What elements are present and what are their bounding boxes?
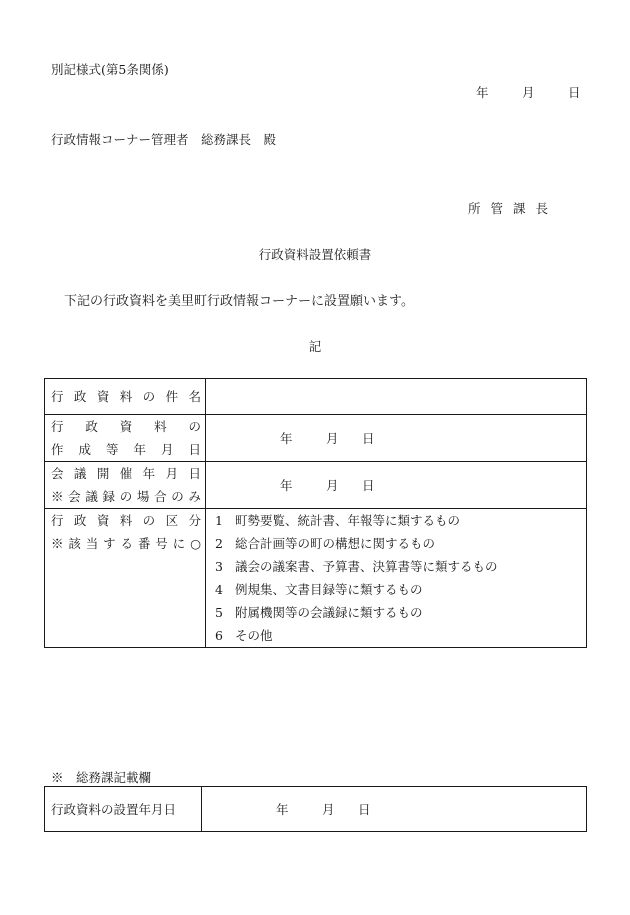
document-title: 行政資料設置依頼書 xyxy=(258,247,372,262)
form-label: 別記様式(第5条関係) xyxy=(51,62,169,77)
row-label-text: 会議開催年月日 xyxy=(51,466,201,481)
date-month: 月 xyxy=(326,431,339,446)
table-row xyxy=(45,379,587,415)
addressee: 行政情報コーナー管理者 総務課長 殿 xyxy=(51,132,277,147)
date-day: 日 xyxy=(362,478,375,493)
office-note: ※ 総務課記載欄 xyxy=(51,770,152,785)
meeting-date-field[interactable] xyxy=(206,462,587,509)
row-label-text: 作成等年月日 xyxy=(51,442,201,457)
intro-text: 下記の行政資料を美里町行政情報コーナーに設置願います。 xyxy=(64,294,414,309)
row-label-text: 行政資料の区分 xyxy=(51,513,201,528)
row-label-category xyxy=(45,509,206,648)
row-label-text: 行政資料の xyxy=(51,419,201,434)
ki-heading: 記 xyxy=(308,339,322,354)
date-day: 日 xyxy=(362,431,375,446)
option-6[interactable]: 6 その他 xyxy=(215,628,273,643)
option-5[interactable]: 5 附属機関等の会議録に類するもの xyxy=(215,605,423,620)
section-head: 所管課長 xyxy=(468,201,559,216)
date-month: 月 xyxy=(322,802,335,817)
date-day: 日 xyxy=(358,802,371,817)
date-year: 年 xyxy=(280,478,293,493)
row-label-text: ※該当する番号に○ xyxy=(51,536,201,551)
row-label-text: ※会議録の場合のみ xyxy=(51,489,201,504)
registry-label: 行政資料の設置年月日 xyxy=(45,787,202,832)
category-options xyxy=(206,509,587,648)
registry-date-field[interactable] xyxy=(202,787,587,832)
row-label-subject xyxy=(45,379,206,415)
subject-field[interactable] xyxy=(206,379,587,415)
option-2[interactable]: 2 総合計画等の町の構想に関するもの xyxy=(215,536,436,551)
date-year: 年 xyxy=(276,802,289,817)
option-3[interactable]: 3 議会の議案書、予算書、決算書等に類するもの xyxy=(215,559,498,574)
date-month: 月 xyxy=(326,478,339,493)
option-4[interactable]: 4 例規集、文書目録等に類するもの xyxy=(215,582,423,597)
request-table xyxy=(44,378,587,648)
created-date-field[interactable] xyxy=(206,415,587,462)
table-row xyxy=(45,509,587,648)
table-row xyxy=(45,462,587,509)
date-day: 日 xyxy=(568,85,581,100)
row-label-meeting xyxy=(45,462,206,509)
date-year: 年 xyxy=(476,85,489,100)
option-1[interactable]: 1 町勢要覧、統計書、年報等に類するもの xyxy=(215,513,461,528)
table-row xyxy=(45,415,587,462)
table-row xyxy=(45,787,587,832)
date-year: 年 xyxy=(280,431,293,446)
date-month: 月 xyxy=(522,85,535,100)
registry-table xyxy=(44,786,587,832)
row-label-created xyxy=(45,415,206,462)
row-label-text: 行政資料の件名 xyxy=(51,389,201,404)
